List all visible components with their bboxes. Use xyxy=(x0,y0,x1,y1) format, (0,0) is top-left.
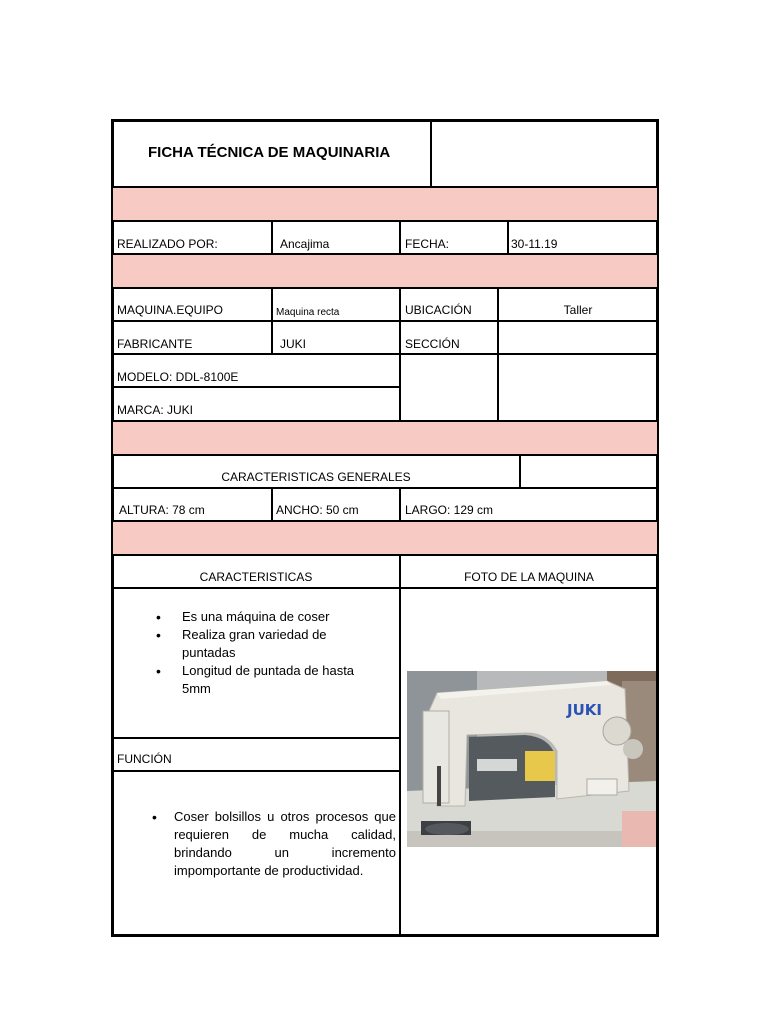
ubicacion-label: UBICACIÓN xyxy=(405,303,472,317)
largo-text: LARGO: 129 cm xyxy=(405,503,494,517)
list-item: • Es una máquina de coser xyxy=(156,608,356,626)
blank-right-cell xyxy=(497,353,659,422)
fabricante-label: FABRICANTE xyxy=(117,337,193,351)
altura-text: ALTURA: 78 cm xyxy=(119,503,205,517)
title-side-cell xyxy=(430,119,659,188)
sewing-machine-icon xyxy=(407,671,656,847)
funcion-list xyxy=(152,808,396,880)
pink-band-4 xyxy=(111,520,659,556)
caracteristicas-header: CARACTERISTICAS xyxy=(199,570,313,584)
foto-header: FOTO DE LA MAQUINA xyxy=(464,570,594,584)
list-item: • Coser bolsillos u otros procesos que requieren de mucha calidad, brindando un incremento impomportante de productividad. xyxy=(152,808,396,880)
generales-side-cell xyxy=(519,454,659,489)
funcion-header: FUNCIÓN xyxy=(117,752,172,766)
fabricante-value: JUKI xyxy=(280,337,307,351)
marca-text: MARCA: JUKI xyxy=(117,403,194,417)
pink-band-2 xyxy=(111,253,659,289)
caracteristicas-list xyxy=(156,608,356,698)
pink-band-3 xyxy=(111,420,659,456)
list-item: • Longitud de puntada de hasta 5mm xyxy=(156,662,356,698)
modelo-text: MODELO: DDL-8100E xyxy=(117,370,239,384)
fecha-label: FECHA: xyxy=(405,237,450,251)
page-title: FICHA TÉCNICA DE MAQUINARIA xyxy=(148,144,391,161)
ancho-text: ANCHO: 50 cm xyxy=(276,503,359,517)
blank-mid-cell xyxy=(399,353,499,422)
maquina-value: Maquina recta xyxy=(276,307,340,318)
realizado-label: REALIZADO POR: xyxy=(117,237,218,251)
seccion-value-cell xyxy=(497,320,659,355)
realizado-value: Ancajima xyxy=(280,237,330,251)
ubicacion-value: Taller xyxy=(563,303,593,317)
svg-text:JUKI: JUKI xyxy=(567,701,602,719)
generales-title: CARACTERISTICAS GENERALES xyxy=(221,470,411,484)
maquina-label: MAQUINA.EQUIPO xyxy=(117,303,224,317)
fecha-value: 30-11.19 xyxy=(511,237,558,251)
machine-photo xyxy=(407,671,656,847)
seccion-label: SECCIÓN xyxy=(405,337,460,351)
pink-band-1 xyxy=(111,186,659,222)
list-item: • Realiza gran variedad de puntadas xyxy=(156,626,356,662)
